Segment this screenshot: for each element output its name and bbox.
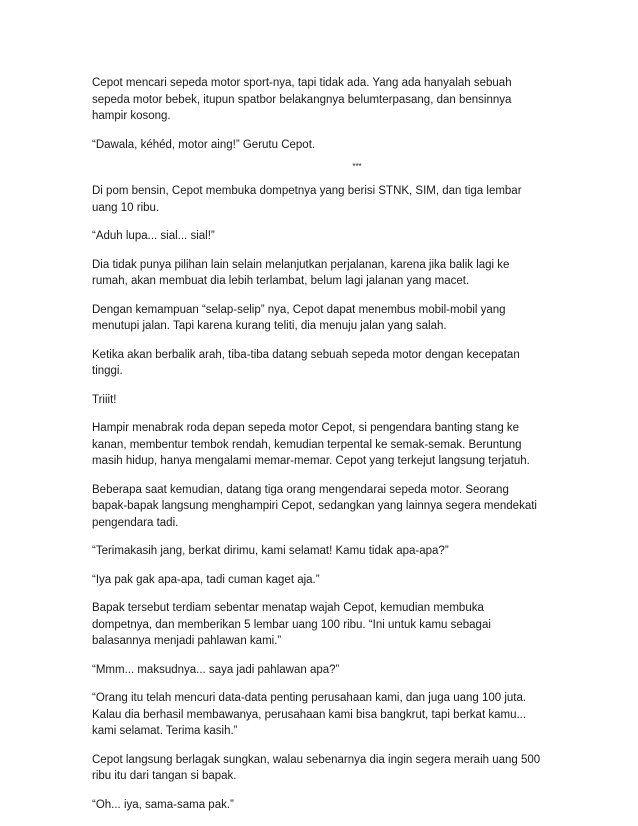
text-line: Beberapa saat kemudian, datang tiga orang mengendarai sepeda motor. Seorang xyxy=(92,483,509,496)
text-line: rumah, akan membuat dia lebih terlambat, belum lagi jalanan yang macet. xyxy=(92,275,470,287)
text-line: Triiit! xyxy=(92,393,117,406)
text-line: menutupi jalan. Tapi karena kurang teliti, dia menuju jalan yang salah. xyxy=(92,320,447,332)
paragraph xyxy=(92,543,552,560)
paragraph xyxy=(92,752,552,785)
text-line: “Mmm... maksudnya... saya jadi pahlawan apa?” xyxy=(92,663,340,676)
paragraph xyxy=(92,690,552,740)
text-line: “Aduh lupa... sial... sial!” xyxy=(92,230,215,242)
text-line: Bapak tersebut terdiam sebentar menatap wajah Cepot, kemudian membuka xyxy=(92,602,484,614)
text-line: Dengan kemampuan “selap-selip” nya, Cepot dapat menembus mobil-mobil yang xyxy=(92,303,506,316)
text-line: balasannya menjadi pahlawan kami.” xyxy=(92,635,282,647)
text-line: “Oh... iya, sama-sama pak.” xyxy=(92,798,234,811)
paragraph xyxy=(92,600,552,650)
paragraph xyxy=(92,228,552,245)
text-line: sepeda motor bebek, itupun spatbor belakangnya belumterpasang, dan bensinnya xyxy=(92,93,512,106)
text-line: tinggi. xyxy=(92,365,123,377)
text-line: dompetnya, dan memberikan 5 lembar uang 100 ribu. “Ini untuk kamu sebagai xyxy=(92,618,491,631)
text-line: “Orang itu telah mencuri data-data penting perusahaan kami, dan juga uang 100 juta. xyxy=(92,692,527,704)
paragraph xyxy=(92,302,552,335)
paragraph xyxy=(92,572,552,589)
scene-separator: *** xyxy=(352,162,362,171)
paragraph xyxy=(92,137,552,154)
paragraph xyxy=(92,482,552,532)
text-line: “Dawala, kéhéd, motor aing!” Gerutu Cepot. xyxy=(92,138,316,151)
paragraph xyxy=(92,662,552,679)
text-line: kami selamat. Terima kasih.” xyxy=(92,725,238,737)
text-line: Di pom bensin, Cepot membuka dompetnya yang berisi STNK, SIM, dan tiga lembar xyxy=(92,185,522,197)
paragraph xyxy=(92,75,552,125)
text-line: Hampir menabrak roda depan sepeda motor Cepot, si pengendara banting stang ke xyxy=(92,422,520,434)
paragraph xyxy=(92,183,552,216)
text-line: “Terimakasih jang, berkat dirimu, kami selamat! Kamu tidak apa-apa?” xyxy=(92,545,449,557)
text-line: Cepot langsung berlagak sungkan, walau sebenarnya dia ingin segera meraih uang 500 xyxy=(92,753,541,766)
paragraph xyxy=(92,392,552,409)
paragraph xyxy=(92,257,552,290)
text-line: pengendara tadi. xyxy=(92,516,179,529)
text-line: masih hidup, hanya mengalami memar-memar. Cepot yang terkejut langsung terjatuh. xyxy=(92,455,530,467)
text-line: bapak-bapak langsung menghampiri Cepot, sedangkan yang lainnya segera mendekati xyxy=(92,500,537,512)
text-line: kanan, membentur tembok rendah, kemudian terpental ke semak-semak. Beruntung xyxy=(92,438,522,451)
text-line: Cepot mencari sepeda motor sport-nya, tapi tidak ada. Yang ada hanyalah sebuah xyxy=(92,77,512,89)
text-line: Dia tidak punya pilihan lain selain melanjutkan perjalanan, karena jika balik lagi ke xyxy=(92,258,510,271)
text-line: uang 10 ribu. xyxy=(92,201,160,214)
text-line: “Iya pak gak apa-apa, tadi cuman kaget aja.” xyxy=(92,573,320,586)
paragraph xyxy=(92,347,552,380)
text-line: Ketika akan berbalik arah, tiba-tiba datang sebuah sepeda motor dengan kecepatan xyxy=(92,348,520,361)
document-body xyxy=(92,75,552,825)
text-line: hampir kosong. xyxy=(92,110,171,122)
paragraph xyxy=(92,420,552,470)
text-line: Kalau dia berhasil membawanya, perusahaan kami bisa bangkrut, tapi berkat kamu... xyxy=(92,708,527,721)
paragraph xyxy=(92,797,552,814)
text-line: ribu itu dari tangan si bapak. xyxy=(92,770,237,782)
